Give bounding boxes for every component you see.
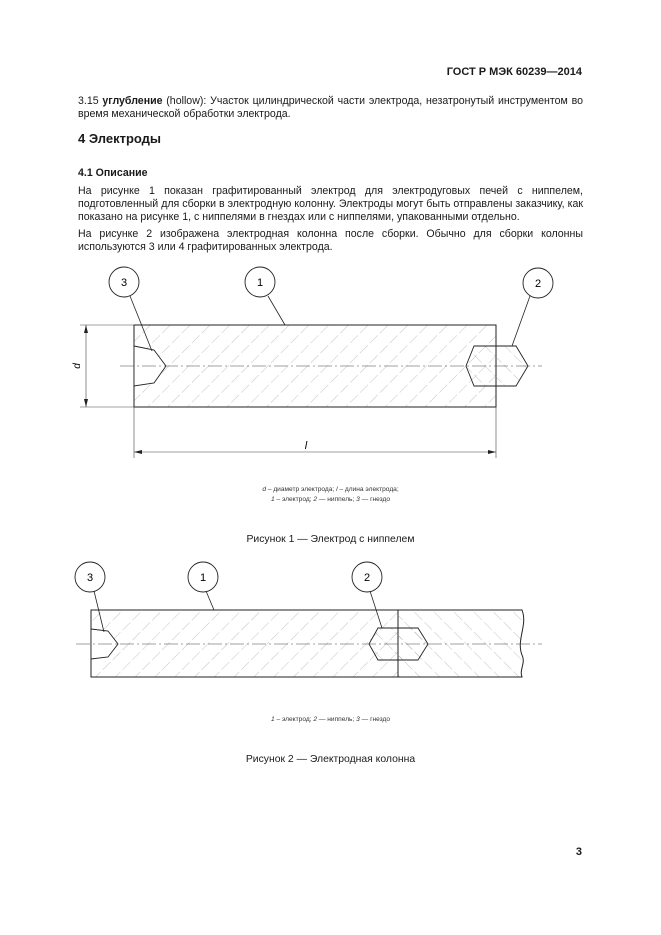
section-title: 4 Электроды (78, 131, 162, 146)
standard-header: ГОСТ Р МЭК 60239—2014 (446, 66, 582, 78)
figure1-callout-1: 1 (256, 277, 264, 289)
page-number: 3 (575, 846, 582, 858)
figure1-callout-2: 2 (534, 278, 542, 290)
definition-text: Участок цилиндрической части электрода, незатронутый инструментом во время механической обработки электрода. (78, 95, 583, 120)
definition-number: 3.15 (78, 95, 99, 107)
figure2-legend: 1 – электрод; 2 — ниппель; 3 — гнездо (270, 716, 391, 723)
figure2-caption: Рисунок 2 — Электродная колонна (245, 754, 416, 765)
figure2-callout-1: 1 (199, 572, 207, 584)
figure1-legend-line-2: 1 – электрод; 2 — ниппель; 3 — гнездо (270, 496, 391, 503)
figure1-legend-line-1: d – диаметр электрода; l – длина электрода; (262, 486, 399, 493)
figure2-callout-3: 3 (86, 572, 94, 584)
paragraph-2 (78, 228, 583, 254)
definition-term: углубление (102, 95, 163, 107)
figure2-drawing (0, 560, 661, 690)
figure2-electrode-left (91, 610, 398, 677)
definition-paragraph (78, 95, 583, 121)
figure1-drawing (0, 262, 661, 472)
figure1-dim-d: d (72, 363, 83, 369)
figure1-caption: Рисунок 1 — Электрод с ниппелем (246, 534, 415, 545)
paragraph-1 (78, 185, 583, 224)
figure2-callout-2: 2 (363, 572, 371, 584)
figure1-callout-3: 3 (120, 277, 128, 289)
paragraph-2-text: На рисунке 2 изображена электродная колонна после сборки. Обычно для сборки колонны используются 3 или 4 графитированных электрода. (78, 228, 583, 253)
subsection-title: 4.1 Описание (78, 167, 148, 179)
paragraph-1-text: На рисунке 1 показан графитированный электрод для электродуговых печей с ниппелем, подготовленный для сборки в электродную колонну. Электроды могут быть отправлены заказчику, как показано на рисунке 1, с ниппелями в гнездах или с ниппелями, упакованными отдельно. (78, 185, 583, 223)
definition-english: (hollow): (166, 95, 207, 107)
figure1-dim-l: l (304, 440, 308, 452)
